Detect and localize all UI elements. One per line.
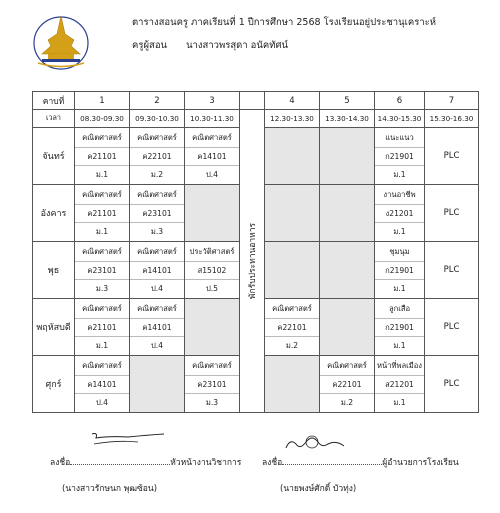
subject-code: ส15102 [185, 261, 239, 279]
period-number: 3 [185, 92, 240, 110]
subject-name: ลูกเสือ [388, 304, 411, 313]
free-period-cell [185, 299, 240, 356]
free-period-cell [185, 185, 240, 242]
class-cell [75, 242, 130, 299]
class-cell [75, 185, 130, 242]
grade-level: ม.2 [130, 165, 184, 183]
director-name: (นายพงษ์ศักดิ์ บัวทุ่ง) [280, 484, 357, 494]
grade-level: ม.1 [75, 222, 129, 240]
day-name: พฤหัสบดี [33, 299, 75, 356]
free-period-cell [320, 242, 375, 299]
time-slot: 09.30-10.30 [130, 110, 185, 128]
subject-name: คณิตศาสตร์ [137, 133, 177, 142]
grade-level: ม.1 [375, 336, 424, 354]
time-slot: 14.30-15.30 [375, 110, 425, 128]
grade-level: ม.2 [265, 336, 319, 354]
subject-code: ก21901 [375, 147, 424, 165]
free-period-cell [265, 185, 320, 242]
free-period-cell [265, 128, 320, 185]
subject-code: ส21201 [375, 375, 424, 393]
teacher-name: นางสาวพรสุดา อนัคทัศน์ [186, 40, 289, 51]
sign-prefix: ลงชื่อ [50, 458, 71, 468]
time-slot: 10.30-11.30 [185, 110, 240, 128]
subject-name: คณิตศาสตร์ [327, 361, 367, 370]
class-cell [130, 242, 185, 299]
time-slot: 13.30-14.30 [320, 110, 375, 128]
class-cell: PLC [425, 299, 479, 356]
grade-level: ม.3 [185, 393, 239, 411]
school-logo [30, 10, 92, 72]
subject-name: ประวัติศาสตร์ [189, 247, 235, 256]
class-cell [185, 242, 240, 299]
lunch-break-column [240, 110, 265, 413]
subject-code: ค23101 [185, 375, 239, 393]
time-slot: 12.30-13.30 [265, 110, 320, 128]
time-slot: 08.30-09.30 [75, 110, 130, 128]
grade-level: ป.4 [130, 279, 184, 297]
subject-code: ค21101 [75, 147, 129, 165]
signature-right [282, 430, 352, 458]
period-number: 7 [425, 92, 479, 110]
grade-level: ป.4 [185, 165, 239, 183]
class-cell [265, 299, 320, 356]
day-name: จันทร์ [33, 128, 75, 185]
subject-name: คณิตศาสตร์ [82, 304, 122, 313]
subject-name: หน้าที่พลเมือง [377, 361, 422, 370]
subject-name: คณิตศาสตร์ [192, 361, 232, 370]
signature-left [88, 430, 168, 450]
period-number: 4 [265, 92, 320, 110]
class-cell [75, 128, 130, 185]
academic-head-name: (นางสาวรักษนก พุฒซ้อน) [62, 484, 158, 494]
class-cell [375, 242, 425, 299]
class-cell [75, 356, 130, 413]
subject-name: ชุมนุม [389, 247, 410, 256]
lunch-break-label: พักรับประทานอาหาร [248, 222, 258, 300]
time-label: เวลา [33, 110, 75, 128]
subject-name: คณิตศาสตร์ [137, 190, 177, 199]
day-name: ศุกร์ [33, 356, 75, 413]
subject-name: คณิตศาสตร์ [82, 361, 122, 370]
subject-code: ก21901 [375, 261, 424, 279]
free-period-cell [320, 128, 375, 185]
class-cell [185, 128, 240, 185]
class-cell: PLC [425, 128, 479, 185]
time-slot: 15.30-16.30 [425, 110, 479, 128]
grade-level: ม.1 [75, 165, 129, 183]
sign-prefix: ลงชื่อ [262, 458, 283, 468]
subject-code: ค22101 [265, 318, 319, 336]
class-cell [75, 299, 130, 356]
class-cell: PLC [425, 242, 479, 299]
class-cell: PLC [425, 356, 479, 413]
lunch-header-blank [240, 92, 265, 110]
grade-level: ม.1 [375, 165, 424, 183]
subject-name: คณิตศาสตร์ [137, 247, 177, 256]
subject-code: ค14101 [130, 318, 184, 336]
subject-code: ก21901 [375, 318, 424, 336]
period-number: 6 [375, 92, 425, 110]
signature-line-director [262, 455, 459, 469]
period-number: 5 [320, 92, 375, 110]
class-cell [375, 299, 425, 356]
subject-code: ค14101 [130, 261, 184, 279]
grade-level: ม.1 [375, 222, 424, 240]
class-cell [320, 356, 375, 413]
subject-name: คณิตศาสตร์ [82, 133, 122, 142]
subject-code: ค21101 [75, 204, 129, 222]
grade-level: ป.5 [185, 279, 239, 297]
subject-name: คณิตศาสตร์ [192, 133, 232, 142]
period-label: คาบที่ [33, 92, 75, 110]
free-period-cell [320, 185, 375, 242]
period-header-row [33, 92, 479, 110]
sign-role: หัวหน้างานวิชาการ [170, 458, 242, 468]
subject-name: งานอาชีพ [383, 190, 416, 199]
subject-name: คณิตศาสตร์ [82, 247, 122, 256]
schedule-table [32, 91, 479, 413]
teacher-label: ครูผู้สอน [132, 40, 168, 51]
signature-line-academic-head [50, 455, 241, 469]
grade-level: ป.4 [75, 393, 129, 411]
subject-name: คณิตศาสตร์ [82, 190, 122, 199]
subject-code: ค23101 [130, 204, 184, 222]
class-cell: PLC [425, 185, 479, 242]
subject-name: คณิตศาสตร์ [137, 304, 177, 313]
period-number: 1 [75, 92, 130, 110]
subject-code: ค22101 [130, 147, 184, 165]
period-number: 2 [130, 92, 185, 110]
teacher-info [132, 38, 288, 53]
grade-level: ม.1 [375, 279, 424, 297]
grade-level: ม.3 [130, 222, 184, 240]
page-title: ตารางสอนครู ภาคเรียนที่ 1 ปีการศึกษา 2568 โรงเรียนอยู่ประชานุเคราะห์ [132, 17, 437, 28]
class-cell [375, 128, 425, 185]
class-cell [130, 185, 185, 242]
subject-code: ค14101 [185, 147, 239, 165]
grade-level: ป.4 [130, 336, 184, 354]
time-row [33, 110, 479, 128]
subject-code: ค23101 [75, 261, 129, 279]
subject-code: ง21201 [375, 204, 424, 222]
grade-level: ม.2 [320, 393, 374, 411]
grade-level: ม.3 [75, 279, 129, 297]
subject-code: ค14101 [75, 375, 129, 393]
subject-name: คณิตศาสตร์ [272, 304, 312, 313]
day-name: อังคาร [33, 185, 75, 242]
grade-level: ม.1 [75, 336, 129, 354]
class-cell [130, 128, 185, 185]
class-cell [375, 356, 425, 413]
grade-level: ม.1 [375, 393, 424, 411]
class-cell [375, 185, 425, 242]
free-period-cell [130, 356, 185, 413]
subject-code: ค22101 [320, 375, 374, 393]
sign-role: ผู้อำนวยการโรงเรียน [382, 458, 459, 468]
free-period-cell [265, 242, 320, 299]
subject-code: ค21101 [75, 318, 129, 336]
free-period-cell [320, 299, 375, 356]
class-cell [185, 356, 240, 413]
class-cell [130, 299, 185, 356]
day-name: พุธ [33, 242, 75, 299]
subject-name: แนะแนว [385, 133, 414, 142]
free-period-cell [265, 356, 320, 413]
